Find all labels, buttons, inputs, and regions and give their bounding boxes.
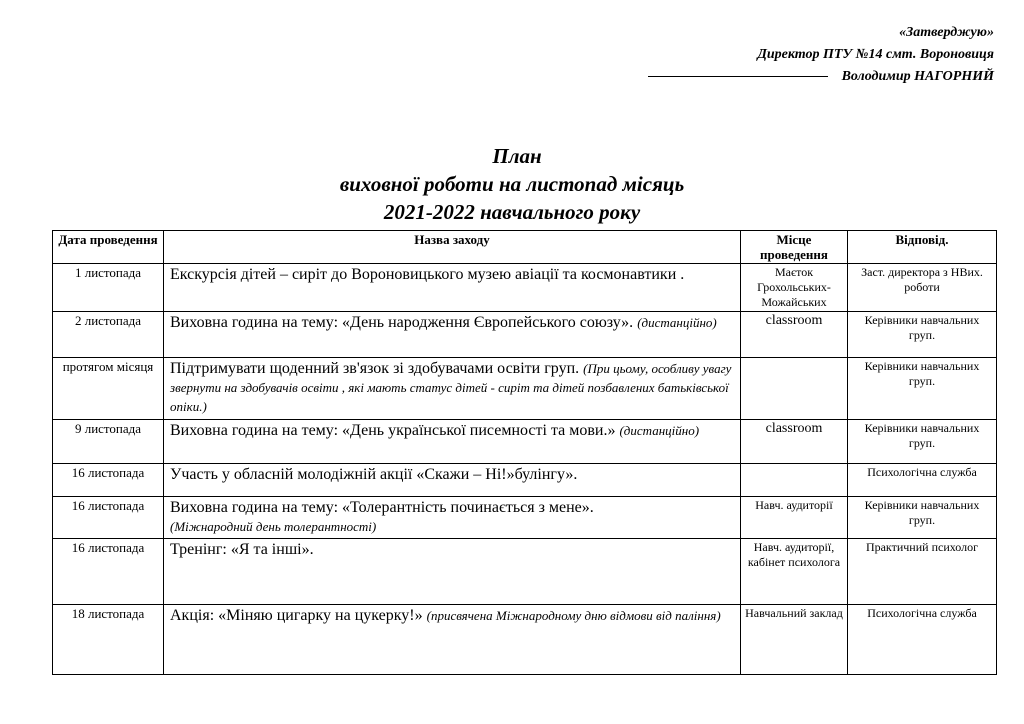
cell-place: [741, 358, 848, 420]
cell-event: [164, 420, 741, 464]
table-row: [53, 358, 997, 420]
cell-responsible: Керівники навчальних груп.: [848, 358, 997, 420]
approval-director-position: Директор ПТУ №14 смт. Вороновиця: [757, 47, 994, 62]
header-responsible: Відповід.: [848, 231, 997, 264]
event-title: Екскурсія дітей – сиріт до Вороновицького музею авіації та космонавтики .: [170, 266, 685, 283]
table-row: [53, 420, 997, 464]
plan-table: [52, 230, 997, 675]
cell-event: [164, 464, 741, 497]
cell-event: [164, 312, 741, 358]
cell-date: 16 листопада: [53, 539, 164, 605]
approval-heading: «Затверджую»: [899, 25, 994, 40]
cell-date: протягом місяця: [53, 358, 164, 420]
table-row: [53, 464, 997, 497]
cell-date: 16 листопада: [53, 497, 164, 539]
event-note: (дистанційно): [619, 423, 700, 438]
approval-signature-row: [648, 66, 994, 88]
title-line-2: виховної роботи на листопад місяць: [339, 172, 685, 196]
cell-place: Маєток Грохольських-Можайських: [741, 264, 848, 312]
cell-event: [164, 264, 741, 312]
title-line-3: 2021-2022 навчального року: [383, 200, 641, 224]
cell-place: classroom: [741, 312, 848, 358]
table-row: [53, 605, 997, 675]
event-title: Участь у обласній молодіжній акції «Скажи – Ні!»булінгу».: [170, 466, 578, 483]
cell-date: 9 листопада: [53, 420, 164, 464]
table-row: [53, 497, 997, 539]
header-place: Місце проведення: [741, 231, 848, 264]
event-title: Тренінг: «Я та інші».: [170, 541, 314, 558]
cell-place: Навчальний заклад: [741, 605, 848, 675]
cell-event: [164, 497, 741, 539]
event-title: Виховна година на тему: «День народження Європейського союзу».: [170, 314, 634, 331]
approval-block: [648, 22, 994, 88]
cell-place: Навч. аудиторії: [741, 497, 848, 539]
cell-responsible: Керівники навчальних груп.: [848, 312, 997, 358]
cell-place: classroom: [741, 420, 848, 464]
title-line-1: План: [492, 144, 542, 168]
table-row: [53, 539, 997, 605]
table-row: [53, 264, 997, 312]
cell-date: 16 листопада: [53, 464, 164, 497]
cell-responsible: Керівники навчальних груп.: [848, 497, 997, 539]
table-row: [53, 312, 997, 358]
event-note: (дистанційно): [637, 315, 717, 330]
event-note: (присвячена Міжнародному дню відмови від паління): [426, 608, 721, 623]
cell-event: [164, 358, 741, 420]
cell-responsible: Практичний психолог: [848, 539, 997, 605]
cell-responsible: Керівники навчальних груп.: [848, 420, 997, 464]
document-title: [0, 142, 1024, 226]
header-date: Дата проведення: [53, 231, 164, 264]
event-title: Акція: «Міняю цигарку на цукерку!»: [170, 607, 423, 624]
cell-responsible: Психологічна служба: [848, 605, 997, 675]
event-title: Виховна година на тему: «Толерантність починається з мене».: [170, 499, 594, 516]
cell-event: [164, 539, 741, 605]
event-note: (Міжнародний день толерантності): [170, 519, 377, 534]
cell-responsible: Психологічна служба: [848, 464, 997, 497]
event-title: Виховна година на тему: «День української писемності та мови.»: [170, 422, 616, 439]
event-title: Підтримувати щоденний зв'язок зі здобувачами освіти груп.: [170, 360, 580, 377]
cell-place: Навч. аудиторії, кабінет психолога: [741, 539, 848, 605]
signature-line: [648, 76, 828, 77]
table-header-row: [53, 231, 997, 264]
cell-date: 1 листопада: [53, 264, 164, 312]
cell-event: [164, 605, 741, 675]
approval-director-name: Володимир НАГОРНИЙ: [841, 69, 994, 84]
cell-place: [741, 464, 848, 497]
cell-responsible: Заст. директора з НВих. роботи: [848, 264, 997, 312]
header-event: Назва заходу: [164, 231, 741, 264]
cell-date: 18 листопада: [53, 605, 164, 675]
event-note: (При цьому, особливу увагу звернути на здобувачів освіти , які мають статус дітей - сиріт та дітей позбавлених батьківської опіки.): [170, 361, 732, 414]
cell-date: 2 листопада: [53, 312, 164, 358]
